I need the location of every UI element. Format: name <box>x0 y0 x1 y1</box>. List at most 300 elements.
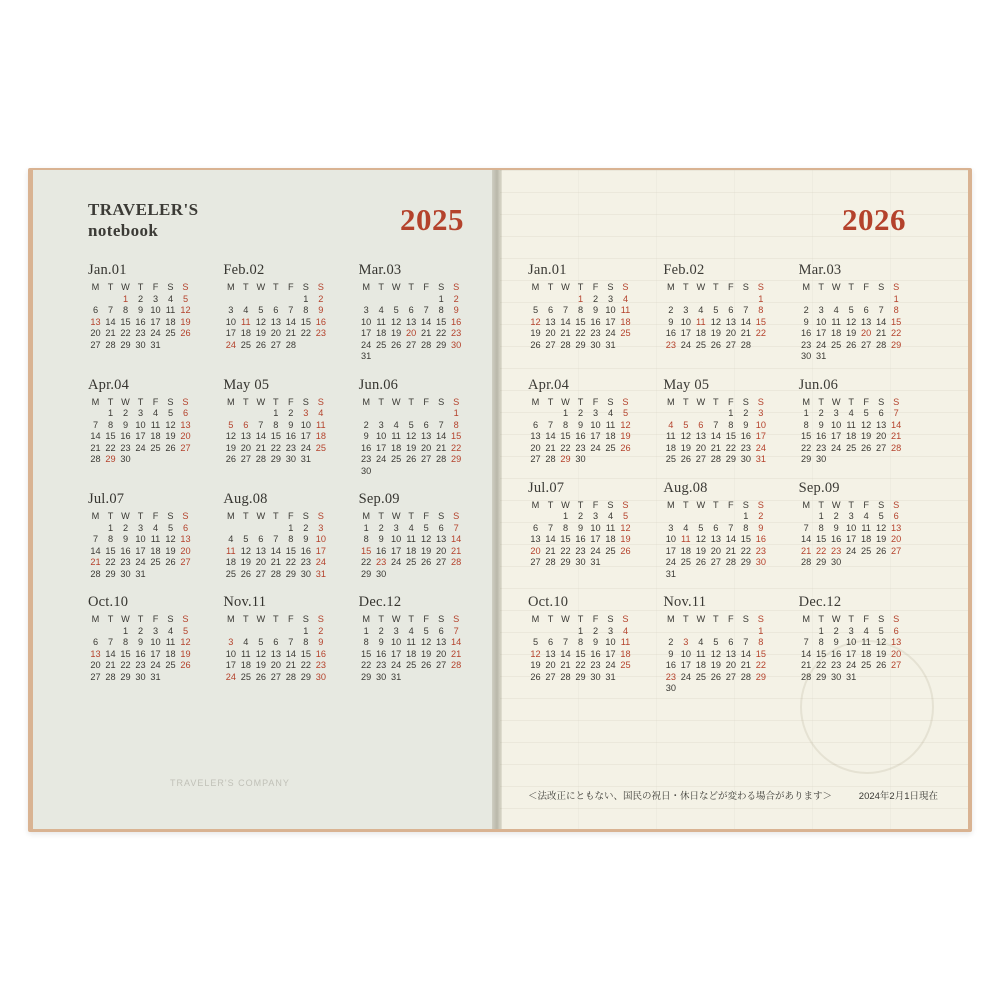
weekday-header-cell: S <box>167 511 174 521</box>
day-cell: 29 <box>361 671 372 682</box>
day-cell: 21 <box>451 648 462 659</box>
week-row <box>663 454 768 466</box>
month-name: Nov.11 <box>663 594 707 610</box>
month-name: Mar.03 <box>798 262 842 278</box>
day-cell: 16 <box>315 316 326 327</box>
day-cell: 24 <box>225 671 236 682</box>
day-cell: 30 <box>831 557 842 567</box>
day-cell: 25 <box>846 442 857 453</box>
day-cell: 10 <box>376 431 387 441</box>
weekday-header-row <box>359 614 464 626</box>
day-cell: 31 <box>150 671 161 682</box>
day-cell: 11 <box>666 431 676 441</box>
day-cell: 16 <box>575 431 586 441</box>
weekday-header-cell: S <box>607 499 614 510</box>
day-cell: 2 <box>833 625 839 636</box>
day-cell: 4 <box>167 293 174 304</box>
empty-cell <box>133 454 148 466</box>
empty-cell <box>404 466 419 478</box>
day-cell: 10 <box>590 522 601 533</box>
weekday-header-cell: S <box>182 396 189 407</box>
day-cell: 2 <box>758 511 764 521</box>
weekday-header-cell: W <box>256 396 266 407</box>
empty-cell <box>738 683 753 695</box>
month-name: Jun.06 <box>798 376 839 393</box>
day-cell: 19 <box>680 442 691 453</box>
weekday-header-cell: W <box>121 282 130 292</box>
weekday-header-cell: T <box>577 499 584 510</box>
weekday-header-cell: S <box>893 282 900 292</box>
month-table <box>359 282 464 363</box>
notebook-spine <box>492 170 502 829</box>
day-cell: 26 <box>165 557 176 567</box>
day-cell: 13 <box>545 648 556 659</box>
day-cell: 18 <box>240 328 251 338</box>
day-cell: 6 <box>92 637 99 647</box>
day-cell: 7 <box>423 305 429 315</box>
day-cell: 25 <box>240 671 251 682</box>
weekday-header-cell: S <box>167 282 174 292</box>
day-cell: 2 <box>668 305 674 315</box>
month-name: Feb.02 <box>223 262 265 278</box>
empty-cell <box>223 626 238 638</box>
day-cell: 15 <box>740 534 751 544</box>
empty-cell <box>543 511 558 523</box>
month-block <box>359 262 486 363</box>
weekday-header-cell: W <box>831 282 841 292</box>
day-cell: 20 <box>270 660 281 670</box>
weekday-header-cell: T <box>713 499 719 510</box>
weekday-header-cell: S <box>878 396 885 407</box>
day-cell: 9 <box>318 305 324 315</box>
day-cell: 14 <box>801 534 812 544</box>
day-cell: 31 <box>755 454 766 464</box>
day-cell: 11 <box>831 316 841 327</box>
day-cell: 16 <box>665 660 676 670</box>
day-cell: 3 <box>818 305 824 315</box>
day-cell: 28 <box>90 568 101 579</box>
weekday-header-cell: M <box>531 614 540 624</box>
day-cell: 11 <box>376 316 386 327</box>
week-row <box>359 351 464 363</box>
month-name: Aug.08 <box>223 491 268 507</box>
week-row <box>88 431 193 443</box>
weekday-header-row <box>223 397 328 409</box>
day-cell: 31 <box>605 339 616 350</box>
day-cell: 17 <box>846 534 857 544</box>
day-cell: 3 <box>848 511 854 521</box>
day-cell: 16 <box>376 545 387 556</box>
day-cell: 22 <box>105 557 116 567</box>
weekday-header-cell: W <box>121 511 130 521</box>
empty-cell <box>88 408 103 420</box>
day-cell: 7 <box>728 522 734 533</box>
week-row <box>663 328 768 340</box>
week-row <box>88 340 193 352</box>
empty-cell <box>374 294 389 306</box>
week-row <box>359 569 464 581</box>
day-cell: 29 <box>300 671 311 682</box>
day-cell: 22 <box>725 442 736 453</box>
day-cell: 20 <box>891 648 902 659</box>
day-cell: 15 <box>816 534 827 544</box>
weekday-header-cell: T <box>818 614 824 624</box>
empty-cell <box>528 408 543 420</box>
weekday-header-cell: T <box>137 614 144 624</box>
week-row <box>528 305 633 317</box>
day-cell: 9 <box>668 316 674 327</box>
day-cell: 23 <box>376 660 387 670</box>
day-cell: 3 <box>152 293 159 304</box>
empty-cell <box>603 557 618 569</box>
day-cell: 11 <box>150 534 161 544</box>
day-cell: 12 <box>710 316 721 327</box>
day-cell: 25 <box>831 339 842 350</box>
day-cell: 10 <box>680 648 691 659</box>
day-cell: 16 <box>665 328 676 338</box>
month-name: Oct.10 <box>528 594 569 610</box>
week-row <box>528 420 633 432</box>
empty-cell <box>313 454 328 466</box>
day-cell: 24 <box>831 442 842 453</box>
day-cell: 8 <box>122 637 129 647</box>
empty-cell <box>238 626 253 638</box>
day-cell: 21 <box>876 328 887 338</box>
day-cell: 3 <box>152 625 159 636</box>
day-cell: 23 <box>285 442 296 453</box>
week-row <box>223 626 328 638</box>
day-cell: 10 <box>225 648 236 659</box>
weekday-header-cell: F <box>863 614 869 624</box>
day-cell: 14 <box>740 648 751 659</box>
day-cell: 7 <box>547 419 554 430</box>
weekday-header-cell: F <box>728 396 734 407</box>
day-cell: 29 <box>436 339 447 350</box>
day-cell: 12 <box>180 637 191 647</box>
day-cell: 4 <box>607 408 614 418</box>
day-cell: 19 <box>620 534 631 544</box>
day-cell: 11 <box>165 637 176 647</box>
day-cell: 24 <box>376 454 387 464</box>
day-cell: 7 <box>92 534 99 544</box>
footnote <box>528 788 938 802</box>
day-cell: 26 <box>255 671 266 682</box>
day-cell: 4 <box>698 305 704 315</box>
month-block <box>663 480 790 581</box>
weekday-header-cell: S <box>893 396 900 407</box>
weekday-header-cell: S <box>622 396 629 407</box>
day-cell: 12 <box>225 431 236 441</box>
day-cell: 27 <box>545 339 556 350</box>
day-cell: 9 <box>577 419 584 430</box>
weekday-header-cell: S <box>438 396 445 407</box>
day-cell: 22 <box>120 660 131 670</box>
week-row <box>88 523 193 535</box>
day-cell: 9 <box>833 522 839 533</box>
month-block <box>88 491 215 580</box>
day-cell: 4 <box>167 625 174 636</box>
day-cell: 27 <box>270 671 281 682</box>
week-row <box>359 626 464 638</box>
weekday-header-cell: S <box>317 282 324 292</box>
day-cell: 20 <box>180 431 191 441</box>
day-cell: 13 <box>891 522 902 533</box>
brand-line-1: TRAVELER'S <box>88 200 199 219</box>
day-cell: 15 <box>725 431 736 441</box>
month-block <box>799 377 926 466</box>
week-row <box>663 546 768 558</box>
month-block <box>528 262 655 363</box>
day-cell: 9 <box>288 419 294 430</box>
day-cell: 6 <box>713 522 719 533</box>
day-cell: 22 <box>740 545 751 556</box>
day-cell: 9 <box>758 522 764 533</box>
day-cell: 17 <box>831 431 842 441</box>
day-cell: 9 <box>803 316 809 327</box>
weekday-header-cell: W <box>696 282 706 292</box>
footnote-date: 2024年2月1日現在 <box>858 791 938 802</box>
day-cell: 23 <box>575 545 586 556</box>
empty-cell <box>663 626 678 638</box>
day-cell: 21 <box>285 660 296 670</box>
day-cell: 25 <box>605 442 616 453</box>
day-cell: 6 <box>698 419 704 430</box>
day-cell: 13 <box>876 419 887 430</box>
day-cell: 9 <box>363 431 369 441</box>
weekday-header-row <box>663 500 768 512</box>
day-cell: 12 <box>530 648 541 659</box>
day-cell: 7 <box>878 305 884 315</box>
day-cell: 27 <box>725 339 736 350</box>
empty-cell <box>829 454 844 466</box>
day-cell: 29 <box>801 454 812 464</box>
day-cell: 13 <box>421 431 432 441</box>
day-cell: 18 <box>406 545 417 556</box>
month-block <box>663 262 790 363</box>
day-cell: 1 <box>122 625 129 636</box>
day-cell: 13 <box>861 316 872 327</box>
day-cell: 24 <box>225 339 236 350</box>
day-cell: 3 <box>848 625 854 636</box>
day-cell: 18 <box>846 431 857 441</box>
empty-cell <box>404 569 419 581</box>
month-table <box>528 282 633 351</box>
day-cell: 11 <box>605 419 616 430</box>
month-block <box>528 480 655 581</box>
empty-cell <box>178 569 193 581</box>
day-cell: 22 <box>575 660 586 670</box>
empty-cell <box>528 626 543 638</box>
day-cell: 9 <box>137 637 144 647</box>
day-cell: 12 <box>620 522 631 533</box>
day-cell: 23 <box>451 328 462 338</box>
day-cell: 16 <box>831 648 842 659</box>
week-row <box>799 672 904 684</box>
weekday-header-cell: T <box>137 282 144 292</box>
day-cell: 21 <box>105 328 116 338</box>
empty-cell <box>844 294 859 306</box>
day-cell: 6 <box>243 419 249 430</box>
day-cell: 21 <box>451 545 462 556</box>
day-cell: 12 <box>680 431 691 441</box>
weekday-header-cell: M <box>531 499 540 510</box>
day-cell: 6 <box>878 408 884 418</box>
day-cell: 11 <box>226 545 236 556</box>
day-cell: 7 <box>107 305 114 315</box>
day-cell: 15 <box>285 545 296 556</box>
day-cell: 7 <box>453 625 459 636</box>
day-cell: 23 <box>831 545 842 556</box>
day-cell: 25 <box>150 557 161 567</box>
weekday-header-cell: T <box>137 396 144 407</box>
weekday-header-cell: T <box>713 396 719 407</box>
weekday-header-cell: S <box>878 614 885 624</box>
day-cell: 18 <box>240 660 251 670</box>
week-row <box>799 305 904 317</box>
weekday-header-cell: T <box>107 282 114 292</box>
week-row <box>88 649 193 661</box>
day-cell: 29 <box>816 671 827 682</box>
weekday-header-cell: T <box>408 614 414 624</box>
empty-cell <box>374 466 389 478</box>
weekday-header-cell: S <box>742 396 749 407</box>
day-cell: 3 <box>683 305 689 315</box>
day-cell: 5 <box>182 293 189 304</box>
week-row <box>528 340 633 352</box>
month-name: Jul.07 <box>88 491 125 507</box>
day-cell: 28 <box>725 557 736 567</box>
day-cell: 20 <box>545 660 556 670</box>
day-cell: 2 <box>122 522 129 533</box>
month-name: Oct.10 <box>88 594 129 610</box>
empty-cell <box>829 351 844 363</box>
empty-cell <box>693 569 708 581</box>
week-row <box>663 557 768 569</box>
empty-cell <box>693 683 708 695</box>
weekday-header-cell: M <box>362 614 370 624</box>
weekday-header-cell: T <box>137 511 144 521</box>
day-cell: 7 <box>743 637 749 647</box>
weekday-header-cell: S <box>302 396 309 407</box>
day-cell: 6 <box>258 534 264 544</box>
day-cell: 18 <box>150 431 161 441</box>
empty-cell <box>693 294 708 306</box>
empty-cell <box>178 672 193 684</box>
day-cell: 27 <box>180 442 191 453</box>
day-cell: 7 <box>893 408 899 418</box>
day-cell: 24 <box>391 660 402 670</box>
weekday-header-cell: T <box>378 396 384 407</box>
day-cell: 14 <box>451 637 462 647</box>
week-row <box>88 660 193 672</box>
day-cell: 17 <box>376 442 387 453</box>
year-label-2026: 2026 <box>842 202 906 237</box>
month-name: Jan.01 <box>528 262 567 278</box>
day-cell: 8 <box>453 419 459 430</box>
empty-cell <box>859 351 874 363</box>
empty-cell <box>723 294 738 306</box>
empty-cell <box>618 672 633 684</box>
day-cell: 10 <box>150 305 161 315</box>
day-cell: 19 <box>421 545 432 556</box>
day-cell: 14 <box>545 431 556 441</box>
day-cell: 21 <box>560 328 571 338</box>
day-cell: 8 <box>107 534 114 544</box>
day-cell: 30 <box>755 557 766 567</box>
day-cell: 19 <box>406 442 417 453</box>
week-row <box>663 569 768 581</box>
empty-cell <box>799 294 814 306</box>
weekday-header-cell: M <box>802 614 810 624</box>
day-cell: 9 <box>453 305 459 315</box>
day-cell: 29 <box>891 339 902 350</box>
month-name: Apr.04 <box>528 376 570 393</box>
day-cell: 11 <box>846 419 856 430</box>
day-cell: 13 <box>695 431 706 441</box>
day-cell: 19 <box>710 660 721 670</box>
day-cell: 14 <box>90 545 101 556</box>
day-cell: 22 <box>801 442 812 453</box>
day-cell: 18 <box>861 534 872 544</box>
day-cell: 25 <box>165 660 176 670</box>
empty-cell <box>404 351 419 363</box>
week-row <box>528 317 633 329</box>
day-cell: 17 <box>590 534 601 544</box>
day-cell: 25 <box>605 545 616 556</box>
day-cell: 24 <box>590 442 601 453</box>
day-cell: 21 <box>560 660 571 670</box>
day-cell: 5 <box>167 522 174 533</box>
day-cell: 3 <box>592 408 599 418</box>
weekday-header-cell: W <box>256 282 266 292</box>
month-table <box>528 397 633 466</box>
day-cell: 17 <box>846 648 857 659</box>
day-cell: 23 <box>740 442 751 453</box>
day-cell: 28 <box>436 454 447 464</box>
day-cell: 11 <box>165 305 176 315</box>
month-table <box>799 282 904 363</box>
day-cell: 11 <box>316 419 326 430</box>
week-row <box>88 637 193 649</box>
day-cell: 29 <box>755 671 766 682</box>
weekday-header-cell: S <box>167 614 174 624</box>
day-cell: 8 <box>743 522 749 533</box>
weekday-header-cell: T <box>848 282 854 292</box>
weekday-header-cell: T <box>848 614 854 624</box>
month-table <box>223 511 328 580</box>
week-row <box>663 660 768 672</box>
day-cell: 3 <box>228 305 234 315</box>
day-cell: 18 <box>620 648 631 659</box>
day-cell: 30 <box>590 671 601 682</box>
week-row <box>359 408 464 420</box>
empty-cell <box>708 683 723 695</box>
weekday-header-cell: S <box>302 614 309 624</box>
day-cell: 15 <box>270 431 281 441</box>
empty-cell <box>163 672 178 684</box>
week-row <box>799 317 904 329</box>
week-row <box>663 626 768 638</box>
day-cell: 21 <box>891 431 902 441</box>
day-cell: 3 <box>137 522 144 533</box>
weekday-header-cell: T <box>848 396 854 407</box>
day-cell: 2 <box>803 305 809 315</box>
day-cell: 20 <box>530 545 541 556</box>
weekday-header-cell: S <box>453 614 460 624</box>
empty-cell <box>404 294 419 306</box>
month-name: Sep.09 <box>798 479 840 496</box>
day-cell: 13 <box>240 431 251 441</box>
